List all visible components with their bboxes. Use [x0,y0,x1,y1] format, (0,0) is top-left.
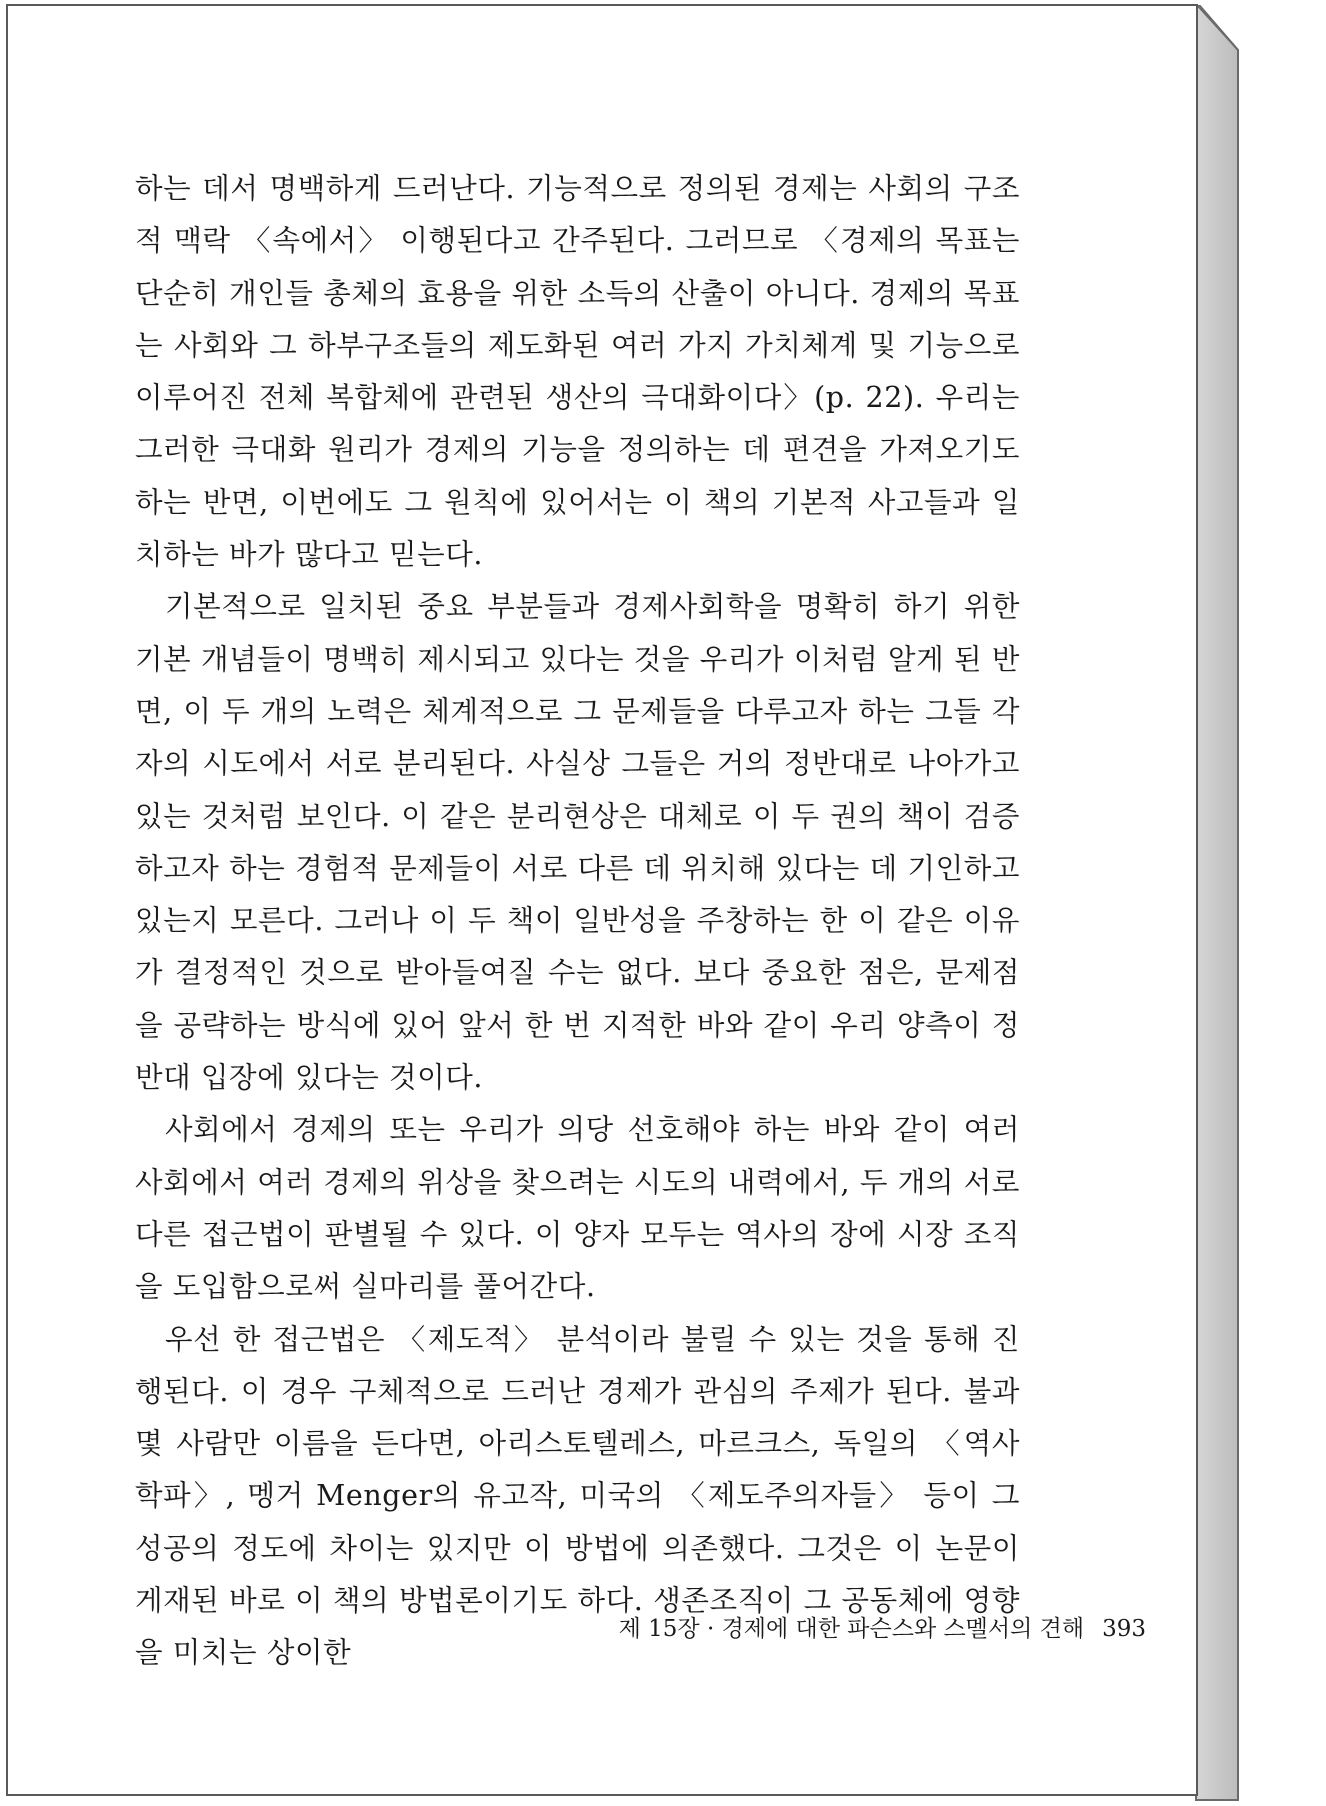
running-footer [619,1610,1146,1643]
body-text [135,163,1020,1680]
paragraph: 사회에서 경제의 또는 우리가 의당 선호해야 하는 바와 같이 여러 사회에서 여러 경제의 위상을 찾으려는 시도의 내력에서, 두 개의 서로 다른 접근법이 판별될 수 있다. 이 양자 모두는 역사의 장에 시장 조직을 도입함으로써 실마리를 풀어간다. [135,1113,1020,1304]
paragraph: 우선 한 접근법은 〈제도적〉 분석이라 불릴 수 있는 것을 통해 진행된다. 이 경우 구체적으로 드러난 경제가 관심의 주제가 된다. 불과 몇 사람만 이름을 든다면, 아리스토텔레스, 마르크스, 독일의 〈역사학파〉, 멩거 Menger의 유고작, 미국의 〈제도주의자들〉 등이 그 성공의 정도에 차이는 있지만 이 방법에 의존했다. 그것은 이 논문이 게재된 바로 이 책의 방법론이기도 하다. 생존조직이 그 공동체에 영향을 미치는 상이한 [135,1322,1020,1670]
page-number: 393 [1102,1616,1146,1642]
paragraph: 하는 데서 명백하게 드러난다. 기능적으로 정의된 경제는 사회의 구조적 맥락 〈속에서〉 이행된다고 간주된다. 그러므로 〈경제의 목표는 단순히 개인들 총체의 효용을 위한 소득의 산출이 아니다. 경제의 목표는 사회와 그 하부구조들의 제도화된 여러 가지 가치체계 및 기능으로 이루어진 전체 복합체에 관련된 생산의 극대화이다〉(p. 22). 우리는 그러한 극대화 원리가 경제의 기능을 정의하는 데 편견을 가져오기도 하는 반면, 이번에도 그 원칙에 있어서는 이 책의 기본적 사고들과 일치하는 바가 많다고 믿는다. [135,172,1020,572]
paragraph: 기본적으로 일치된 중요 부분들과 경제사회학을 명확히 하기 위한 기본 개념들이 명백히 제시되고 있다는 것을 우리가 이처럼 알게 된 반면, 이 두 개의 노력은 체계적으로 그 문제들을 다루고자 하는 그들 각자의 시도에서 서로 분리된다. 사실상 그들은 거의 정반대로 나아가고 있는 것처럼 보인다. 이 같은 분리현상은 대체로 이 두 권의 책이 검증하고자 하는 경험적 문제들이 서로 다른 데 위치해 있다는 데 기인하고 있는지 모른다. 그러나 이 두 책이 일반성을 주창하는 한 이 같은 이유가 결정적인 것으로 받아들여질 수는 없다. 보다 중요한 점은, 문제점을 공략하는 방식에 있어 앞서 한 번 지적한 바와 같이 우리 양측이 정반대 입장에 있다는 것이다. [135,590,1020,1095]
page-stack-edge [1196,6,1238,1800]
chapter-title: 제 15장 · 경제에 대한 파슨스와 스멜서의 견해 [618,1616,1085,1642]
